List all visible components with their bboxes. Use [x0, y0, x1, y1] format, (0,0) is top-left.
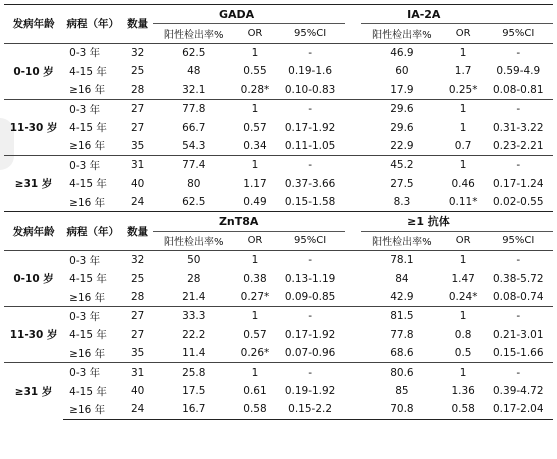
column-gap [345, 137, 361, 156]
table-row [4, 118, 553, 136]
table-row [4, 251, 553, 270]
table-row [4, 400, 553, 419]
right-or-cell: 1 [443, 99, 484, 118]
table-row [4, 43, 553, 62]
count-cell: 27 [122, 307, 153, 326]
count-cell: 31 [122, 156, 153, 175]
right-or-cell: 1 [443, 363, 484, 382]
right-rate-cell: 68.6 [390, 347, 414, 360]
left-or-cell: 0.38 [243, 272, 267, 285]
count-cell: 40 [130, 177, 145, 190]
right-ci-cell: 0.17-2.04 [484, 400, 553, 419]
course-cell: ≥16 年 [63, 400, 122, 419]
course-cell: 4-15 年 [69, 329, 107, 342]
table-row [4, 62, 553, 80]
right-rate-cell: 84 [395, 272, 409, 285]
course-cell: ≥16 年 [69, 196, 106, 209]
left-or-cell: 0.34 [243, 139, 267, 152]
left-ci-cell: - [275, 251, 344, 270]
left-or-cell: 0.49 [243, 196, 267, 209]
right-rate-cell: 27.5 [390, 177, 414, 190]
course-cell: ≥16 年 [69, 347, 106, 360]
header-age: 发病年龄 [4, 212, 63, 251]
column-gap [345, 62, 361, 80]
right-rate-cell: 78.1 [361, 251, 443, 270]
right-ci-cell: 0.39-4.72 [493, 385, 544, 397]
right-rate-cell: 17.9 [390, 83, 414, 96]
course-cell: 4-15 年 [69, 273, 107, 286]
column-gap [345, 382, 361, 400]
column-gap [345, 81, 361, 100]
left-or-cell: 1 [235, 307, 276, 326]
subheader-rate: 阳性检出率% [164, 237, 224, 249]
count-cell: 27 [130, 121, 145, 134]
left-rate-cell: 66.7 [182, 121, 206, 134]
left-rate-cell: 77.4 [153, 156, 235, 175]
right-ci-cell: 0.21-3.01 [493, 328, 544, 341]
subheader-ci: 95%CI [294, 28, 327, 40]
table-row [4, 99, 553, 118]
left-ci-cell: 0.11-1.05 [284, 139, 336, 152]
header-count: 数量 [122, 212, 153, 251]
right-ci-cell: - [484, 251, 553, 270]
right-rate-cell: 46.9 [361, 43, 443, 62]
count-cell: 25 [130, 272, 145, 285]
table-row [4, 193, 553, 212]
column-gap [345, 193, 361, 212]
right-or-cell: 1 [443, 156, 484, 175]
left-ci-cell: 0.17-1.92 [284, 121, 336, 134]
right-or-cell: 1.7 [454, 65, 472, 78]
right-or-cell: 0.8 [454, 328, 472, 341]
age-group-label: 0-10 岁 [4, 43, 63, 99]
antibody-table [4, 4, 553, 420]
count-cell: 35 [130, 139, 145, 152]
subheader-or: OR [455, 28, 471, 40]
right-ci-cell: 0.59-4.9 [496, 65, 541, 78]
header-course: 病程（年） [63, 212, 122, 251]
table-row [4, 269, 553, 287]
right-or-cell: 0.24* [448, 291, 478, 304]
left-rate-cell: 22.2 [182, 328, 206, 341]
count-cell: 24 [130, 196, 145, 209]
subheader-ci: 95%CI [294, 235, 327, 247]
left-ci-cell: 0.17-1.92 [284, 328, 336, 341]
left-ci-cell: 0.15-1.58 [284, 196, 336, 209]
table-row [4, 288, 553, 307]
right-ci-cell: - [484, 43, 553, 62]
antibody-title-right: ≥1 抗体 [361, 212, 553, 231]
left-ci-cell: - [275, 43, 344, 62]
left-rate-cell: 16.7 [153, 400, 235, 419]
left-rate-cell: 62.5 [182, 196, 206, 209]
count-cell: 28 [130, 291, 145, 304]
table-row [4, 81, 553, 100]
left-rate-cell: 77.8 [153, 99, 235, 118]
table-row [4, 382, 553, 400]
right-or-cell: 1.47 [451, 272, 475, 285]
left-rate-cell: 48 [187, 65, 201, 78]
age-group-label: ≥31 岁 [4, 156, 63, 212]
course-cell: ≥16 年 [69, 84, 106, 97]
right-rate-cell: 70.8 [361, 400, 443, 419]
right-or-cell: 0.11* [448, 196, 478, 209]
count-cell: 31 [122, 363, 153, 382]
count-cell: 27 [122, 99, 153, 118]
column-gap [345, 24, 361, 43]
antibody-title-right: IA-2A [361, 5, 553, 24]
right-rate-cell: 85 [395, 385, 409, 397]
column-gap [345, 269, 361, 287]
left-rate-cell: 17.5 [182, 385, 206, 397]
header-age: 发病年龄 [4, 5, 63, 44]
right-rate-cell: 8.3 [393, 196, 411, 209]
column-gap [345, 400, 361, 419]
right-or-cell: 0.46 [451, 177, 475, 190]
antibody-title-left: GADA [153, 5, 345, 24]
right-rate-cell: 60 [395, 65, 409, 78]
course-cell: 4-15 年 [69, 65, 107, 78]
right-or-cell: 0.5 [454, 347, 472, 360]
subheader-ci: 95%CI [502, 28, 535, 40]
right-or-cell: 1 [443, 43, 484, 62]
subheader-or: OR [455, 235, 471, 247]
count-cell: 24 [122, 400, 153, 419]
subheader-or: OR [247, 28, 263, 40]
course-cell: ≥16 年 [69, 140, 106, 153]
right-ci-cell: - [484, 307, 553, 326]
course-cell: 4-15 年 [69, 122, 107, 135]
course-cell: 0-3 年 [63, 251, 122, 270]
right-ci-cell: 0.23-2.21 [493, 139, 544, 152]
right-rate-cell: 29.6 [390, 121, 414, 134]
left-ci-cell: 0.07-0.96 [284, 347, 336, 360]
left-rate-cell: 62.5 [153, 43, 235, 62]
column-gap [345, 344, 361, 363]
right-ci-cell: 0.31-3.22 [493, 121, 544, 134]
age-group-label: 0-10 岁 [4, 251, 63, 307]
antibody-title-left: ZnT8A [153, 212, 345, 231]
left-ci-cell: 0.19-1.6 [288, 65, 333, 78]
left-ci-cell: 0.37-3.66 [284, 177, 336, 190]
left-or-cell: 0.55 [243, 65, 267, 78]
count-cell: 35 [130, 347, 145, 360]
left-ci-cell: 0.09-0.85 [284, 291, 336, 304]
table-row [4, 137, 553, 156]
right-or-cell: 1 [459, 121, 467, 134]
column-gap [345, 175, 361, 193]
right-rate-cell: 77.8 [390, 328, 414, 341]
column-gap [345, 307, 361, 326]
count-cell: 28 [130, 83, 145, 96]
left-rate-cell: 21.4 [182, 291, 206, 304]
column-gap [345, 212, 361, 231]
subheader-rate: 阳性检出率% [372, 30, 432, 42]
count-cell: 27 [130, 328, 145, 341]
column-gap [345, 363, 361, 382]
right-rate-cell: 29.6 [361, 99, 443, 118]
subheader-ci: 95%CI [502, 235, 535, 247]
right-ci-cell: 0.38-5.72 [493, 272, 544, 285]
right-or-cell: 1.36 [451, 385, 475, 397]
subheader-rate: 阳性检出率% [372, 237, 432, 249]
header-count: 数量 [122, 5, 153, 44]
table-row [4, 307, 553, 326]
left-or-cell: 1 [235, 363, 276, 382]
right-rate-cell: 22.9 [390, 139, 414, 152]
right-rate-cell: 80.6 [361, 363, 443, 382]
table-row [4, 363, 553, 382]
left-or-cell: 0.28* [240, 83, 270, 96]
left-rate-cell: 50 [153, 251, 235, 270]
table-row [4, 344, 553, 363]
right-or-cell: 1 [443, 251, 484, 270]
left-ci-cell: 0.19-1.92 [284, 385, 336, 397]
left-ci-cell: - [275, 307, 344, 326]
right-ci-cell: 0.08-0.74 [493, 291, 544, 304]
course-cell: 0-3 年 [63, 43, 122, 62]
column-gap [345, 288, 361, 307]
left-or-cell: 0.58 [235, 400, 276, 419]
header-row-titles [4, 5, 553, 24]
left-ci-cell: - [275, 99, 344, 118]
left-ci-cell: 0.13-1.19 [284, 272, 336, 285]
column-gap [345, 251, 361, 270]
left-or-cell: 0.27* [240, 291, 270, 304]
column-gap [345, 99, 361, 118]
subheader-rate: 阳性检出率% [164, 30, 224, 42]
left-ci-cell: - [275, 156, 344, 175]
course-cell: 4-15 年 [69, 385, 107, 398]
course-cell: 0-3 年 [63, 156, 122, 175]
left-or-cell: 1 [235, 251, 276, 270]
header-course: 病程（年） [63, 5, 122, 44]
count-cell: 32 [122, 251, 153, 270]
right-rate-cell: 42.9 [390, 291, 414, 304]
header-row-titles [4, 212, 553, 231]
left-ci-cell: 0.15-2.2 [275, 400, 344, 419]
left-or-cell: 1 [235, 99, 276, 118]
count-cell: 40 [130, 385, 145, 397]
course-cell: 4-15 年 [69, 178, 107, 191]
right-ci-cell: 0.15-1.66 [493, 347, 544, 360]
right-rate-cell: 45.2 [361, 156, 443, 175]
table-row [4, 326, 553, 344]
left-rate-cell: 11.4 [182, 347, 206, 360]
count-cell: 32 [122, 43, 153, 62]
table-row [4, 156, 553, 175]
course-cell: ≥16 年 [69, 291, 106, 304]
left-or-cell: 0.57 [243, 328, 267, 341]
count-cell: 25 [130, 65, 145, 78]
left-rate-cell: 80 [187, 177, 201, 190]
right-ci-cell: 0.08-0.81 [493, 83, 544, 96]
right-ci-cell: - [484, 99, 553, 118]
column-gap [345, 156, 361, 175]
left-rate-cell: 33.3 [153, 307, 235, 326]
course-cell: 0-3 年 [63, 363, 122, 382]
course-cell: 0-3 年 [63, 99, 122, 118]
right-rate-cell: 81.5 [361, 307, 443, 326]
right-ci-cell: - [484, 156, 553, 175]
column-gap [345, 5, 361, 24]
age-group-label: ≥31 岁 [4, 363, 63, 419]
left-or-cell: 1.17 [243, 177, 267, 190]
age-group-label: 11-30 岁 [4, 307, 63, 363]
right-or-cell: 1 [443, 307, 484, 326]
left-rate-cell: 54.3 [182, 139, 206, 152]
column-gap [345, 118, 361, 136]
right-or-cell: 0.25* [448, 83, 478, 96]
table-row [4, 175, 553, 193]
right-ci-cell: 0.02-0.55 [493, 196, 544, 209]
left-or-cell: 1 [235, 156, 276, 175]
right-ci-cell: - [484, 363, 553, 382]
right-ci-cell: 0.17-1.24 [493, 177, 544, 190]
column-gap [345, 43, 361, 62]
left-ci-cell: - [275, 363, 344, 382]
left-or-cell: 0.57 [243, 121, 267, 134]
right-or-cell: 0.7 [454, 139, 472, 152]
left-rate-cell: 32.1 [182, 83, 206, 96]
left-rate-cell: 28 [187, 272, 201, 285]
subheader-or: OR [247, 235, 263, 247]
age-group-label: 11-30 岁 [4, 99, 63, 155]
course-cell: 0-3 年 [63, 307, 122, 326]
left-or-cell: 0.26* [240, 347, 270, 360]
left-or-cell: 0.61 [243, 385, 267, 397]
left-or-cell: 1 [235, 43, 276, 62]
left-ci-cell: 0.10-0.83 [284, 83, 336, 96]
right-or-cell: 0.58 [443, 400, 484, 419]
column-gap [345, 326, 361, 344]
left-rate-cell: 25.8 [153, 363, 235, 382]
column-gap [345, 231, 361, 250]
